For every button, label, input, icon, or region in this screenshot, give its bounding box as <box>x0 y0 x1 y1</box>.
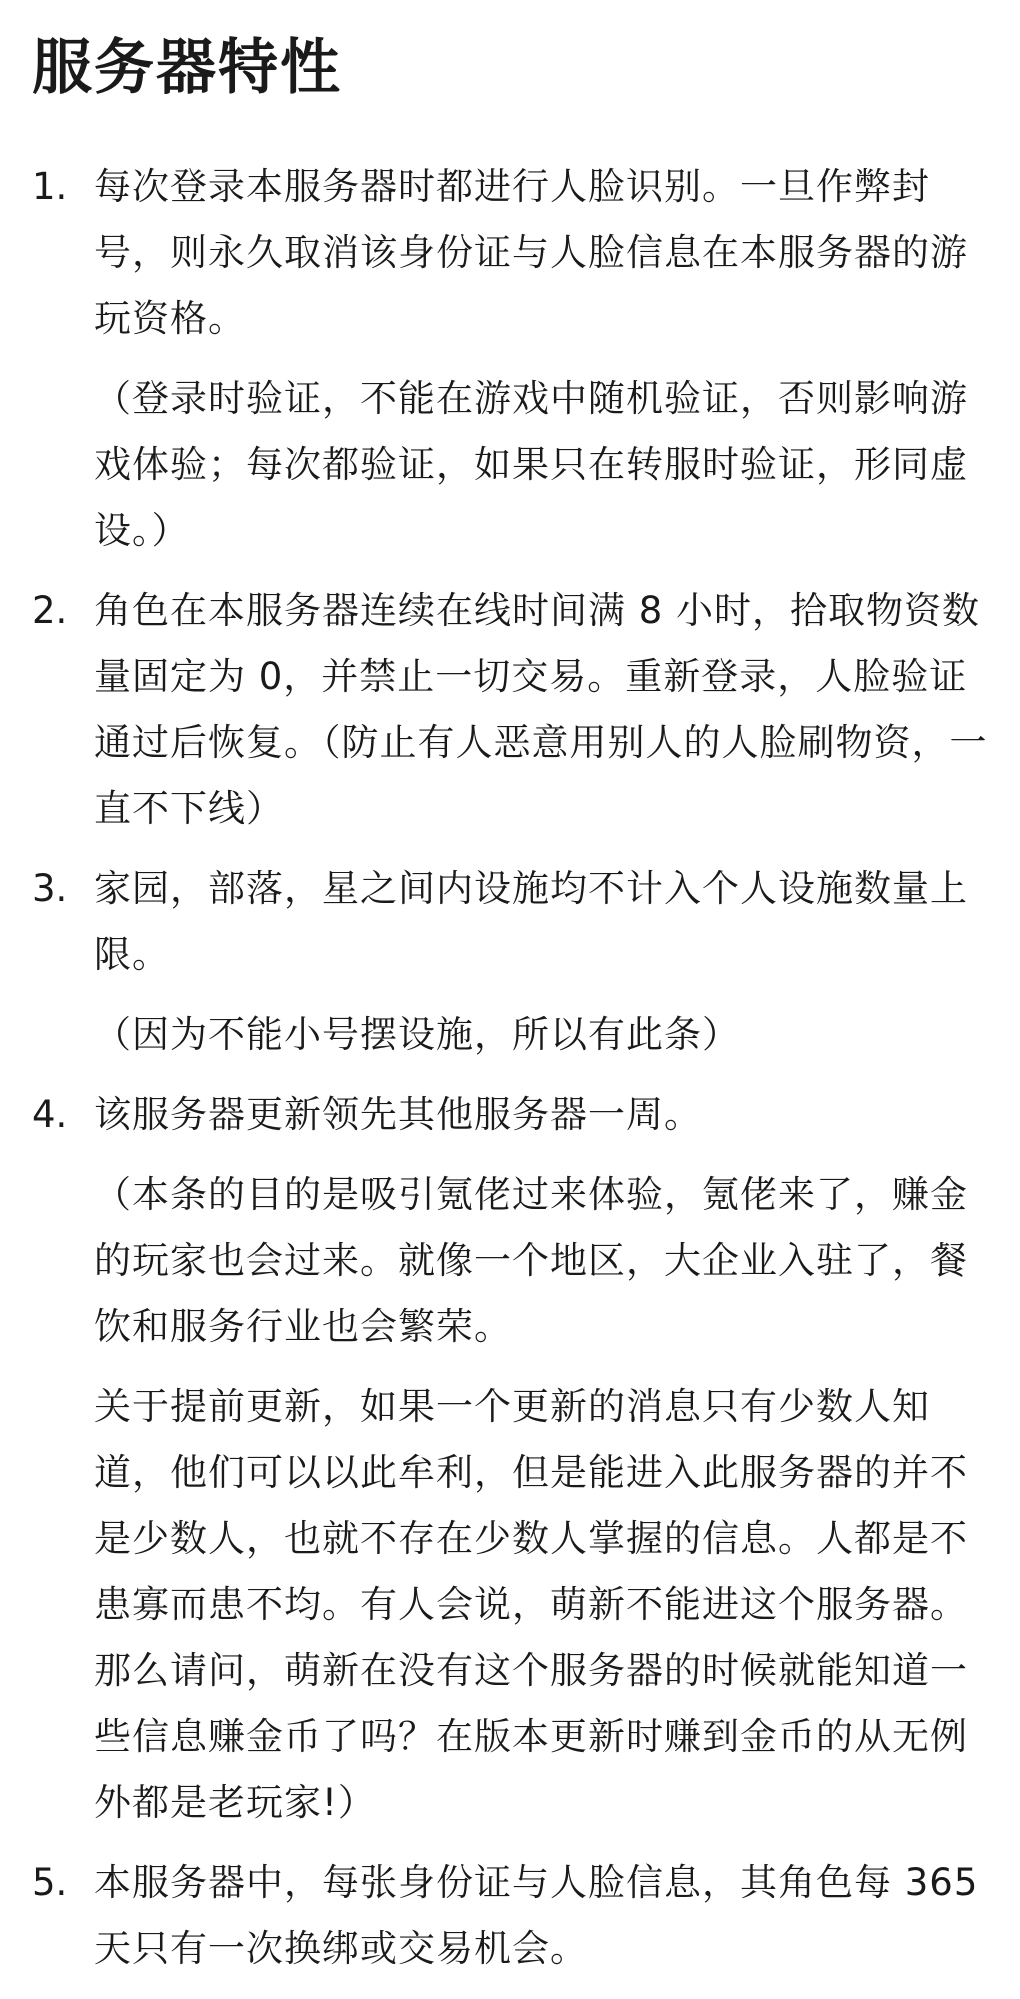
list-item-note: （本条的目的是吸引氪佬过来体验，氪佬来了，赚金的玩家也会过来。就像一个地区，大企业入驻了，餐饮和服务行业也会繁荣。 <box>94 1173 968 1348</box>
page-title: 服务器特性 <box>32 33 342 103</box>
list-item-4 <box>32 1082 988 1836</box>
list-item-text: 该服务器更新领先其他服务器一周。 <box>94 1093 702 1136</box>
list-item-1 <box>32 154 988 564</box>
list-item-text: 家园，部落，星之间内设施均不计入个人设施数量上限。 <box>94 867 968 976</box>
list-item-text: 本服务器中，每张身份证与人脸信息，其角色每 365 天只有一次换绑或交易机会。 <box>94 1861 979 1970</box>
list-item-note: （登录时验证，不能在游戏中随机验证，否则影响游戏体验；每次都验证，如果只在转服时验证，形同虚设。） <box>94 377 968 552</box>
list-item-number: 1. <box>32 165 68 208</box>
list-item-note: 关于提前更新，如果一个更新的消息只有少数人知道，他们可以以此牟利，但是能进入此服务器的并不是少数人，也就不存在少数人掌握的信息。人都是不患寡而患不均。有人会说，萌新不能进这个服务器。那么请问，萌新在没有这个服务器的时候就能知道一些信息赚金币了吗？在版本更新时赚到金币的从无例外都是老玩家!） <box>94 1385 968 1824</box>
list-item-number: 2. <box>32 589 68 632</box>
list-item-number: 5. <box>32 1861 68 1904</box>
list-item-5 <box>32 1850 988 1982</box>
list-item-2 <box>32 578 988 842</box>
list-item-text: 角色在本服务器连续在线时间满 8 小时，拾取物资数量固定为 0，并禁止一切交易。重新登录，人脸验证通过后恢复。（防止有人恶意用别人的人脸刷物资，一直不下线） <box>94 589 988 830</box>
list-item-number: 3. <box>32 867 68 910</box>
list-item-text: 每次登录本服务器时都进行人脸识别。一旦作弊封号，则永久取消该身份证与人脸信息在本服务器的游玩资格。 <box>94 165 968 340</box>
list-item-3 <box>32 856 988 1068</box>
list-item-note: （因为不能小号摆设施，所以有此条） <box>94 1013 740 1056</box>
list-item-number: 4. <box>32 1093 68 1136</box>
